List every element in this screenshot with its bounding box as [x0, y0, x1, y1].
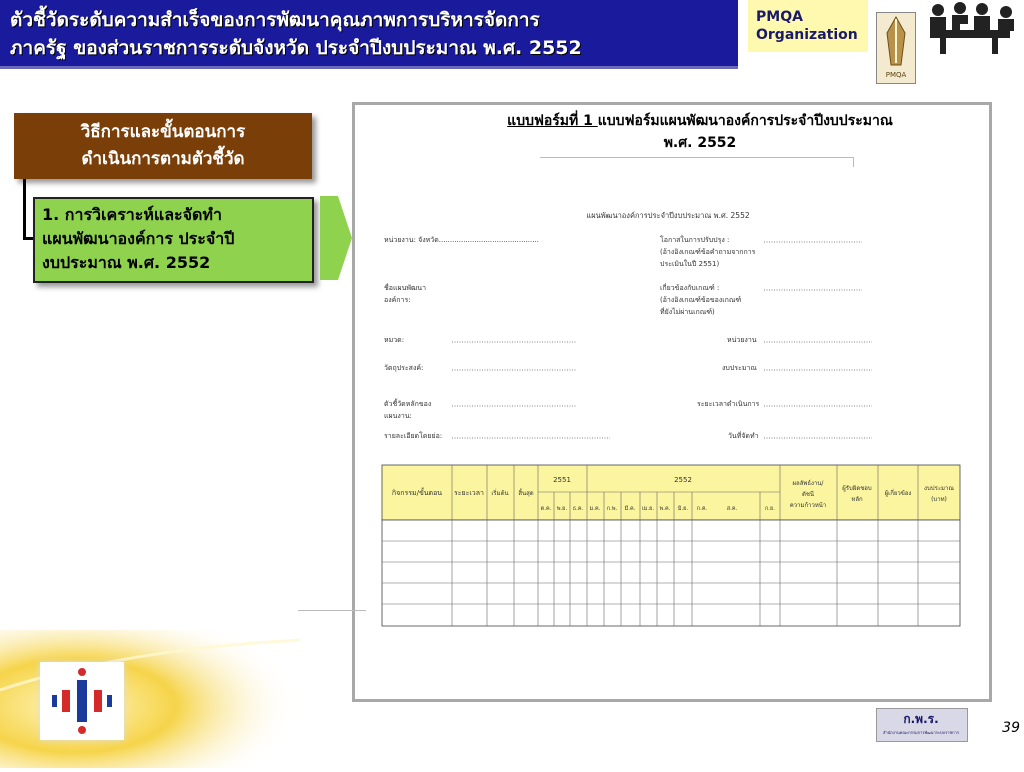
field-duration: ระยะเวลาดำเนินการ — [697, 400, 760, 408]
ocsc-label-sub: สำนักงานคณะกรรมการพัฒนาระบบราชการ — [882, 730, 959, 735]
form-title-number: แบบฟอร์มที่ 1 — [507, 113, 598, 129]
organization-logo — [40, 662, 124, 740]
form-title-name: แบบฟอร์มแผนพัฒนาองค์การประจำปีงบประมาณ — [597, 113, 893, 129]
connector-line-horizontal — [23, 237, 33, 240]
month-feb: ก.พ. — [606, 506, 618, 512]
month-oct: ต.ค. — [540, 506, 552, 512]
method-heading-line2: ดำเนินการตามตัวชี้วัด — [81, 149, 245, 169]
col-owner: ผู้รับผิดชอบ — [842, 485, 872, 492]
month-mar: มี.ค. — [624, 506, 636, 512]
field-criteria-note-2: ที่ยังไม่ผ่านเกณฑ์) — [660, 308, 715, 316]
field-improvement: โอกาสในการปรับปรุง : — [660, 236, 730, 244]
form-title-year: พ.ศ. 2552 — [663, 135, 737, 151]
step-1-line1: 1. การวิเคราะห์และจัดทำ — [42, 205, 222, 224]
field-unit: หน่วยงาน: จังหวัด............................................. — [384, 236, 539, 244]
field-kpi-2: แผนงาน: — [384, 412, 412, 420]
pmqa-label — [756, 8, 858, 44]
col-output-progress: ความก้าวหน้า — [789, 502, 827, 509]
field-plan-name-1: ชื่อแผนพัฒนา — [384, 284, 427, 292]
decorative-line — [298, 610, 366, 611]
field-kpi-1: ตัวชี้วัดหลักของ — [384, 400, 432, 408]
inner-form-title: แผนพัฒนาองค์การประจำปีงบประมาณ พ.ศ. 2552 — [586, 211, 750, 220]
field-budget: งบประมาณ — [722, 364, 757, 372]
month-aug: ส.ค. — [726, 506, 738, 512]
col-year-2551: 2551 — [553, 476, 571, 484]
pmqa-label-line1: PMQA — [756, 9, 803, 25]
col-owner-main: หลัก — [851, 496, 863, 503]
col-start: เริ่มต้น — [491, 490, 509, 497]
pmqa-label-line2: Organization — [756, 27, 858, 43]
col-output-index: ดัชนี — [801, 491, 815, 498]
month-jul: ก.ค. — [696, 506, 708, 512]
field-category: หมวด: — [384, 336, 405, 344]
method-heading-line1: วิธีการและขั้นตอนการ — [80, 122, 246, 142]
field-improvement-note-2: ประเมินในปี 2551) — [660, 260, 720, 268]
step-1-line2: แผนพัฒนาองค์การ ประจำปี — [42, 229, 235, 248]
month-apr: เม.ย. — [641, 506, 655, 512]
col-budget-unit: (บาท) — [931, 496, 947, 503]
col-activity: กิจกรรม/ขั้นตอน — [391, 489, 443, 497]
col-output: ผลลัพธ์งาน/ — [792, 480, 824, 487]
slide-title-line1: ตัวชี้วัดระดับความสำเร็จของการพัฒนาคุณภาพการบริหารจัดการ — [10, 9, 540, 31]
chevron-right-icon — [320, 196, 352, 280]
field-agency: หน่วยงาน — [727, 336, 757, 344]
month-jun: มิ.ย. — [677, 506, 689, 512]
month-nov: พ.ย. — [556, 506, 568, 512]
plan-table — [382, 465, 960, 626]
field-criteria-note-1: (อ้างอิงเกณฑ์ข้อของเกณฑ์ — [660, 296, 742, 304]
ocsc-label-main: ก.พ.ร. — [903, 712, 939, 726]
col-year-2552: 2552 — [674, 476, 692, 484]
field-summary: รายละเอียดโดยย่อ: — [384, 432, 443, 440]
month-jan: ม.ค. — [589, 506, 601, 512]
col-duration: ระยะเวลา — [454, 489, 484, 497]
col-end: สิ้นสุด — [518, 490, 534, 497]
slide-title — [10, 6, 730, 62]
month-sep: ก.ย. — [764, 506, 776, 512]
month-may: พ.ค. — [659, 506, 671, 512]
pmqa-logo-caption: PMQA — [885, 71, 907, 79]
step-1-text — [42, 203, 307, 275]
field-objective: วัตถุประสงค์: — [384, 364, 424, 372]
field-improvement-note-1: (อ้างอิงเกณฑ์ข้อคำถามจากการ — [660, 248, 756, 256]
field-plan-name-2: องค์การ: — [384, 296, 411, 304]
connector-line — [23, 179, 26, 239]
title-rule-tick — [853, 157, 854, 167]
month-dec: ธ.ค. — [572, 506, 584, 512]
page-number: 39 — [1002, 720, 1020, 736]
ocsc-label — [876, 710, 966, 736]
step-1-line3: งบประมาณ พ.ศ. 2552 — [42, 253, 211, 272]
col-related: ผู้เกี่ยวข้อง — [884, 490, 912, 497]
form-title — [420, 110, 980, 154]
col-budget: งบประมาณ — [924, 485, 954, 492]
slide-title-line2: ภาครัฐ ของส่วนราชการระดับจังหวัด ประจำปีงบประมาณ พ.ศ. 2552 — [10, 37, 582, 59]
meeting-people-icon — [920, 0, 1022, 56]
method-heading — [14, 119, 312, 173]
field-criteria: เกี่ยวข้องกับเกณฑ์ : — [660, 284, 720, 292]
form-document-image — [372, 200, 964, 640]
title-rule — [540, 157, 854, 158]
pmqa-logo — [876, 12, 916, 84]
field-date: วันที่จัดทำ — [728, 432, 759, 440]
